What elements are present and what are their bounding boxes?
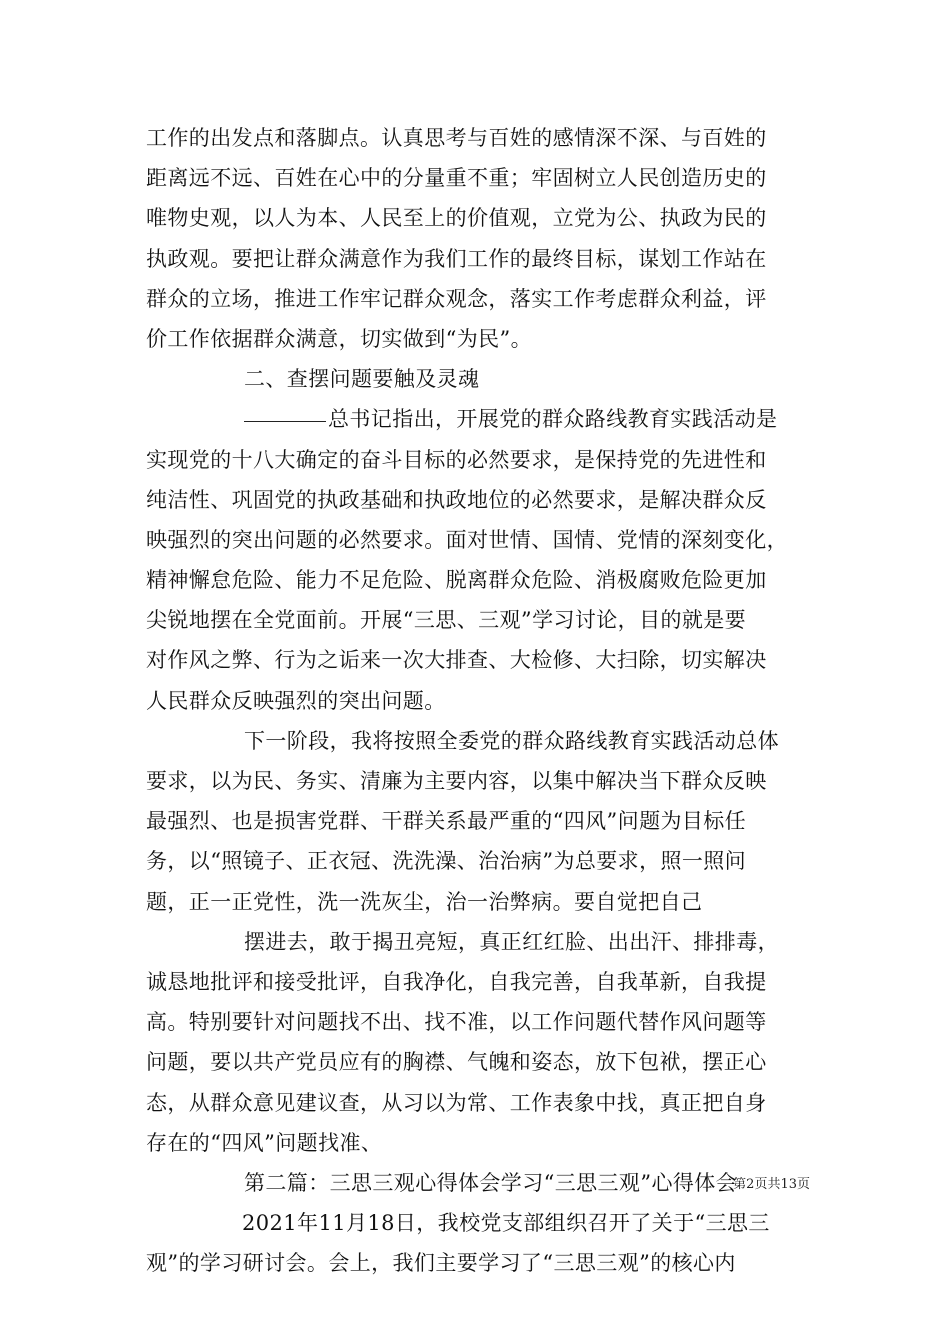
text-line: 纯洁性、巩固党的执政基础和执政地位的必然要求，是解决群众反 [146, 487, 767, 512]
text-line: 问题，要以共产党员应有的胸襟、气魄和姿态，放下包袱，摆正心 [146, 1050, 767, 1075]
chapter-heading: 第二篇：三思三观心得体会学习“三思三观”心得体会 [244, 1170, 738, 1195]
text-line: 最强烈、也是损害党群、干群关系最严重的“四风”问题为目标任 [146, 809, 747, 834]
text-line: 题，正一正党性，洗一洗灰尘，治一治弊病。要自觉把自己 [146, 889, 703, 914]
text-line [146, 399, 810, 439]
text-line: 态，从群众意见建议查，从习以为常、工作表象中找，真正把自身 [146, 1090, 767, 1115]
text-line: 精神懈怠危险、能力不足危险、脱离群众危险、消极腐败危险更加 [146, 568, 767, 593]
text-line: 诚恳地批评和接受批评，自我净化，自我完善，自我革新，自我提 [146, 969, 767, 994]
text-line: 价工作依据群众满意，切实做到“为民”。 [146, 326, 533, 351]
text-line: 对作风之弊、行为之诟来一次大排查、大检修、大扫除，切实解决 [146, 648, 767, 673]
text-line: 摆进去，敢于揭丑亮短，真正红红脸、出出汗、排排毒， [244, 929, 779, 954]
fill-in-blank [244, 420, 326, 422]
text-line: 执政观。要把让群众满意作为我们工作的最终目标，谋划工作站在 [146, 246, 767, 271]
text-line: 距离远不远、百姓在心中的分量重不重；牢固树立人民创造历史的 [146, 166, 767, 191]
text-line-content: 总书记指出，开展党的群众路线教育实践活动是 [328, 407, 778, 432]
text-line: 下一阶段，我将按照全委党的群众路线教育实践活动总体 [244, 728, 779, 753]
text-line: 群众的立场，推进工作牢记群众观念，落实工作考虑群众利益，评 [146, 286, 767, 311]
text-line: 工作的出发点和落脚点。认真思考与百姓的感情深不深、与百姓的 [146, 126, 767, 150]
text-line: 尖锐地摆在全党面前。开展“三思、三观”学习讨论，目的就是要 [146, 608, 747, 633]
text-line: 存在的“四风”问题找准、 [146, 1130, 383, 1155]
text-line: 务，以“照镜子、正衣冠、洗洗澡、治治病”为总要求，照一照问 [146, 849, 747, 874]
text-line: 观”的学习研讨会。会上，我们主要学习了“三思三观”的核心内 [146, 1251, 736, 1276]
document-body [146, 118, 810, 1283]
text-line: 人民群众反映强烈的突出问题。 [146, 688, 446, 713]
text-line: 唯物史观，以人为本、人民至上的价值观，立党为公、执政为民的 [146, 206, 767, 231]
page-number: 第2页共13页 [733, 1177, 810, 1192]
text-line: 映强烈的突出问题的必然要求。面对世情、国情、党情的深刻变化， [146, 527, 788, 552]
text-line: 实现党的十八大确定的奋斗目标的必然要求，是保持党的先进性和 [146, 447, 767, 472]
text-line: 2021年11月18日，我校党支部组织召开了关于“三思三 [242, 1211, 770, 1236]
text-line: 高。特别要针对问题找不出、找不准，以工作问题代替作风问题等 [146, 1010, 767, 1035]
section-heading: 二、查摆问题要触及灵魂 [244, 367, 480, 392]
text-line: 要求，以为民、务实、清廉为主要内容，以集中解决当下群众反映 [146, 769, 767, 793]
